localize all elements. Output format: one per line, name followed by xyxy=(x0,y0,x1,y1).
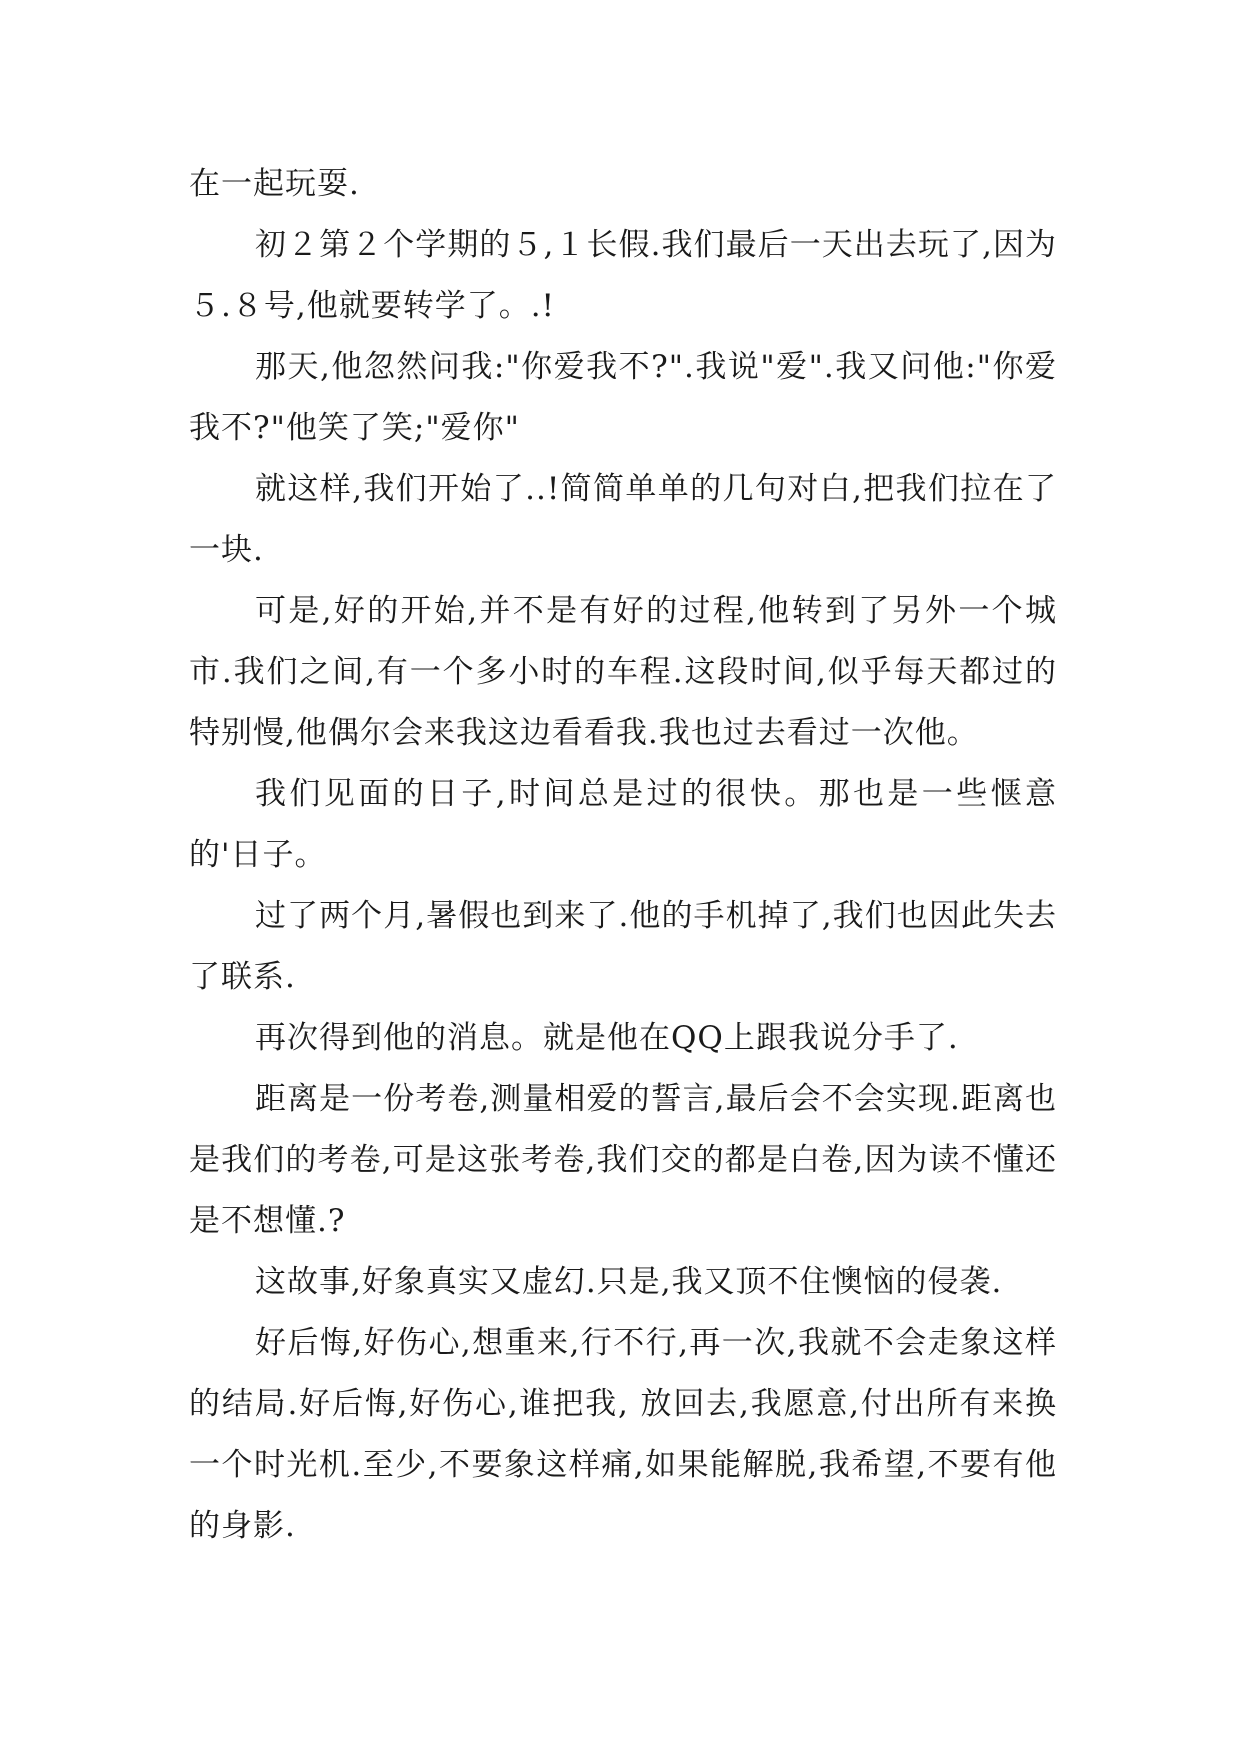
paragraph-4: 就这样,我们开始了..!简简单单的几句对白,把我们拉在了一块. xyxy=(189,471,1057,568)
paragraph-2: 初２第２个学期的５,１长假.我们最后一天出去玩了,因为５.８号,他就要转学了。.! xyxy=(189,227,1057,324)
paragraph-9: 距离是一份考卷,测量相爱的誓言,最后会不会实现.距离也是我们的考卷,可是这张考卷,我们交的都是白卷,因为读不懂还是不想懂.? xyxy=(189,1081,1057,1239)
paragraph-6: 我们见面的日子,时间总是过的很快。那也是一些惬意的'日子。 xyxy=(189,776,1057,873)
paragraph-7: 过了两个月,暑假也到来了.他的手机掉了,我们也因此失去了联系. xyxy=(189,898,1057,995)
paragraph-5: 可是,好的开始,并不是有好的过程,他转到了另外一个城市.我们之间,有一个多小时的车程.这段时间,似乎每天都过的特别慢,他偶尔会来我这边看看我.我也过去看过一次他。 xyxy=(189,593,1057,751)
paragraph-8: 再次得到他的消息。就是他在QQ上跟我说分手了. xyxy=(255,1020,959,1056)
paragraph-1: 在一起玩耍. xyxy=(189,166,360,202)
paragraph-10: 这故事,好象真实又虚幻.只是,我又顶不住懊恼的侵袭. xyxy=(255,1264,1003,1300)
document-page xyxy=(189,154,1057,1557)
paragraph-11: 好后悔,好伤心,想重来,行不行,再一次,我就不会走象这样的结局.好后悔,好伤心,谁把我, 放回去,我愿意,付出所有来换一个时光机.至少,不要象这样痛,如果能解脱,我希望,不要有他的身影. xyxy=(189,1325,1057,1544)
paragraph-3: 那天,他忽然问我:"你爱我不?".我说"爱".我又问他:"你爱我不?"他笑了笑;"爱你" xyxy=(189,349,1057,446)
